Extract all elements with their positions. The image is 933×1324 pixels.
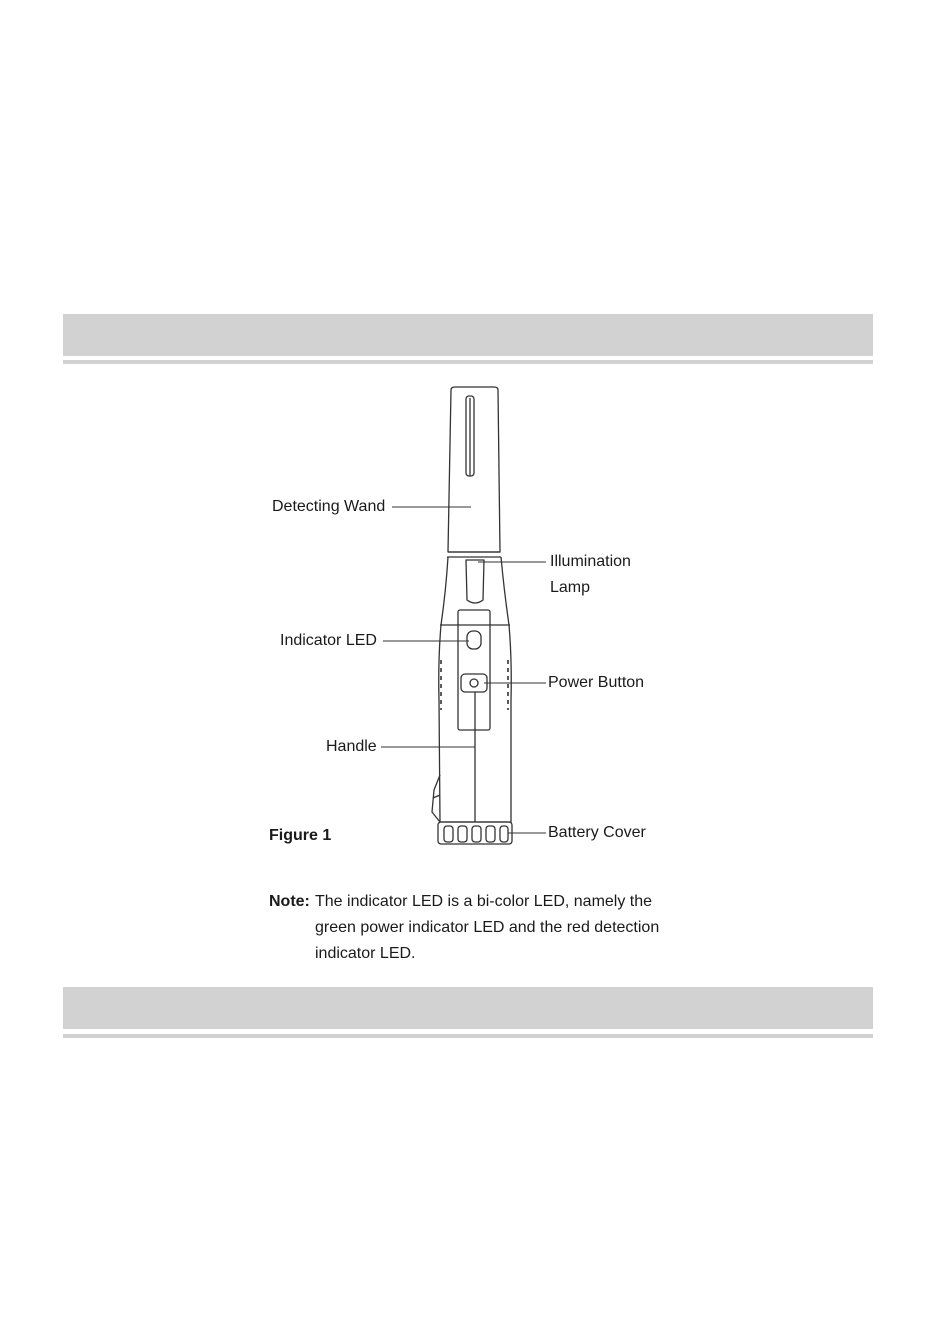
side-clip — [432, 775, 440, 822]
figure-caption: Figure 1 — [269, 827, 332, 844]
note-line: The indicator LED is a bi-color LED, namely the — [315, 893, 653, 910]
control-panel — [458, 610, 490, 730]
label-illumination-lamp-line1: Illumination — [550, 553, 631, 570]
label-power-button: Power Button — [548, 674, 645, 691]
note-line: indicator LED. — [315, 945, 416, 962]
indicator-led-shape — [467, 631, 481, 649]
label-battery-cover: Battery Cover — [548, 824, 646, 841]
label-detecting-wand: Detecting Wand — [272, 498, 386, 515]
lamp-housing — [466, 560, 484, 603]
note-line: green power indicator LED and the red detection — [315, 919, 660, 936]
note-heading: Note: — [269, 893, 310, 910]
label-handle: Handle — [326, 738, 377, 755]
power-button-shape — [461, 674, 487, 692]
label-indicator-led: Indicator LED — [280, 632, 377, 649]
label-illumination-lamp-line2: Lamp — [550, 579, 591, 596]
